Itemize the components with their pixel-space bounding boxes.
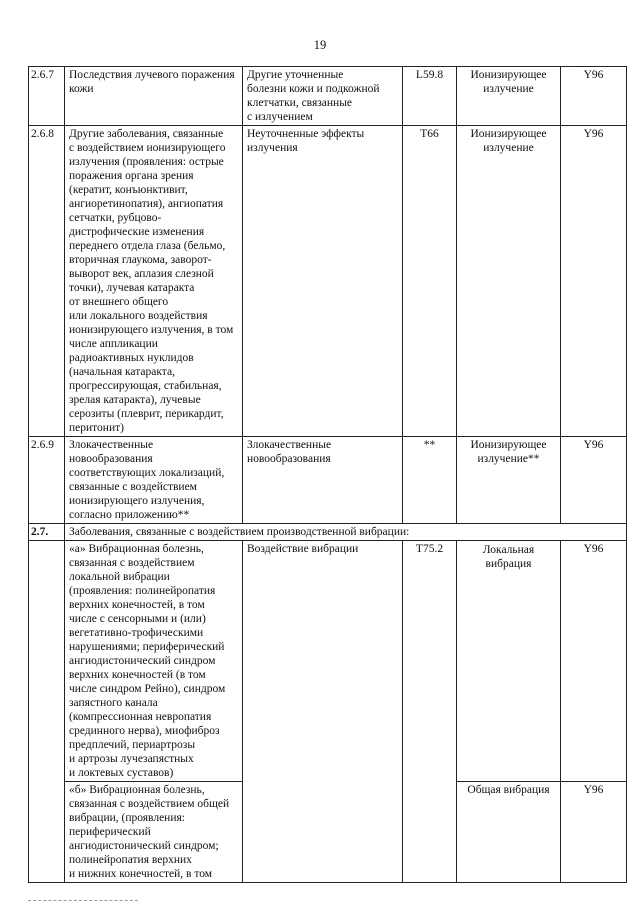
- code-cell: **: [403, 437, 457, 524]
- external-cause-cell-b: Y96: [561, 782, 627, 883]
- section-number: 2.7.: [29, 524, 65, 541]
- row-number: 2.6.9: [29, 437, 65, 524]
- page-cut-line: [28, 900, 138, 901]
- row-number: [29, 541, 65, 883]
- factor-cell: Ионизирующее излучение**: [457, 437, 561, 524]
- row-number: 2.6.8: [29, 126, 65, 437]
- disease-cell-b: «б» Вибрационная болезнь, связанная с воздействием общей вибрации, (проявления: периферический ангиодистонический синдром; полинейропатия верхних и нижних конечностей, в том: [65, 782, 243, 883]
- page-number: 19: [313, 38, 327, 52]
- factor-cell-a: Локальная вибрация: [457, 541, 561, 782]
- factor-cell: Ионизирующее излучение: [457, 67, 561, 126]
- table-row: [29, 437, 627, 524]
- external-cause-cell-a: Y96: [561, 541, 627, 782]
- code-cell: L59.8: [403, 67, 457, 126]
- disease-cell: Другие заболевания, связанные с воздействием ионизирующего излучения (проявления: острые поражения органа зрения (кератит, конъюнктивит, ангиоретинопатия), ангиопатия сетчатки, рубцово- дистрофические изменения переднего отдела глаза (бельмо, вторичная глаукома, заворот- выворот век, аплазия слезной точки), лучевая катаракта от внешнего общего или локального воздействия ионизирующего излучения, в том числе аппликации радиоактивных нуклидов (начальная катаракта, прогрессирующая, стабильная, зрелая катаракта), лучевые серозиты (плеврит, перикардит, перитонит): [65, 126, 243, 437]
- table-row: [29, 126, 627, 437]
- diagnosis-cell: Злокачественные новообразования: [243, 437, 403, 524]
- disease-cell: Злокачественные новообразования соответствующих локализаций, связанные с воздействием ионизирующего излучения, согласно приложению**: [65, 437, 243, 524]
- section-header-row: [29, 524, 627, 541]
- disease-table: [28, 66, 627, 883]
- code-cell: T75.2: [403, 541, 457, 883]
- diagnosis-cell: Воздействие вибрации: [243, 541, 403, 883]
- factor-cell-b: Общая вибрация: [457, 782, 561, 883]
- table-row: [29, 541, 627, 782]
- diagnosis-cell: Неуточненные эффекты излучения: [243, 126, 403, 437]
- external-cause-cell: Y96: [561, 437, 627, 524]
- factor-cell: Ионизирующее излучение: [457, 126, 561, 437]
- external-cause-cell: Y96: [561, 126, 627, 437]
- disease-cell-a: «а» Вибрационная болезнь, связанная с воздействием локальной вибрации (проявления: полинейропатия верхних конечностей, в том числе с сенсорными и (или) вегетативно-трофическими нарушениями; периферический ангиодистонический синдром верхних конечностей (в том числе синдром Рейно), синдром запястного канала (компрессионная невропатия срединного нерва), миофиброз предплечий, периартрозы и артрозы лучезапястных и локтевых суставов): [65, 541, 243, 782]
- disease-cell: Последствия лучевого поражения кожи: [65, 67, 243, 126]
- diagnosis-cell: Другие уточненные болезни кожи и подкожной клетчатки, связанные с излучением: [243, 67, 403, 126]
- external-cause-cell: Y96: [561, 67, 627, 126]
- table-row: [29, 67, 627, 126]
- section-title: Заболевания, связанные с воздействием производственной вибрации:: [65, 524, 627, 541]
- row-number: 2.6.7: [29, 67, 65, 126]
- code-cell: T66: [403, 126, 457, 437]
